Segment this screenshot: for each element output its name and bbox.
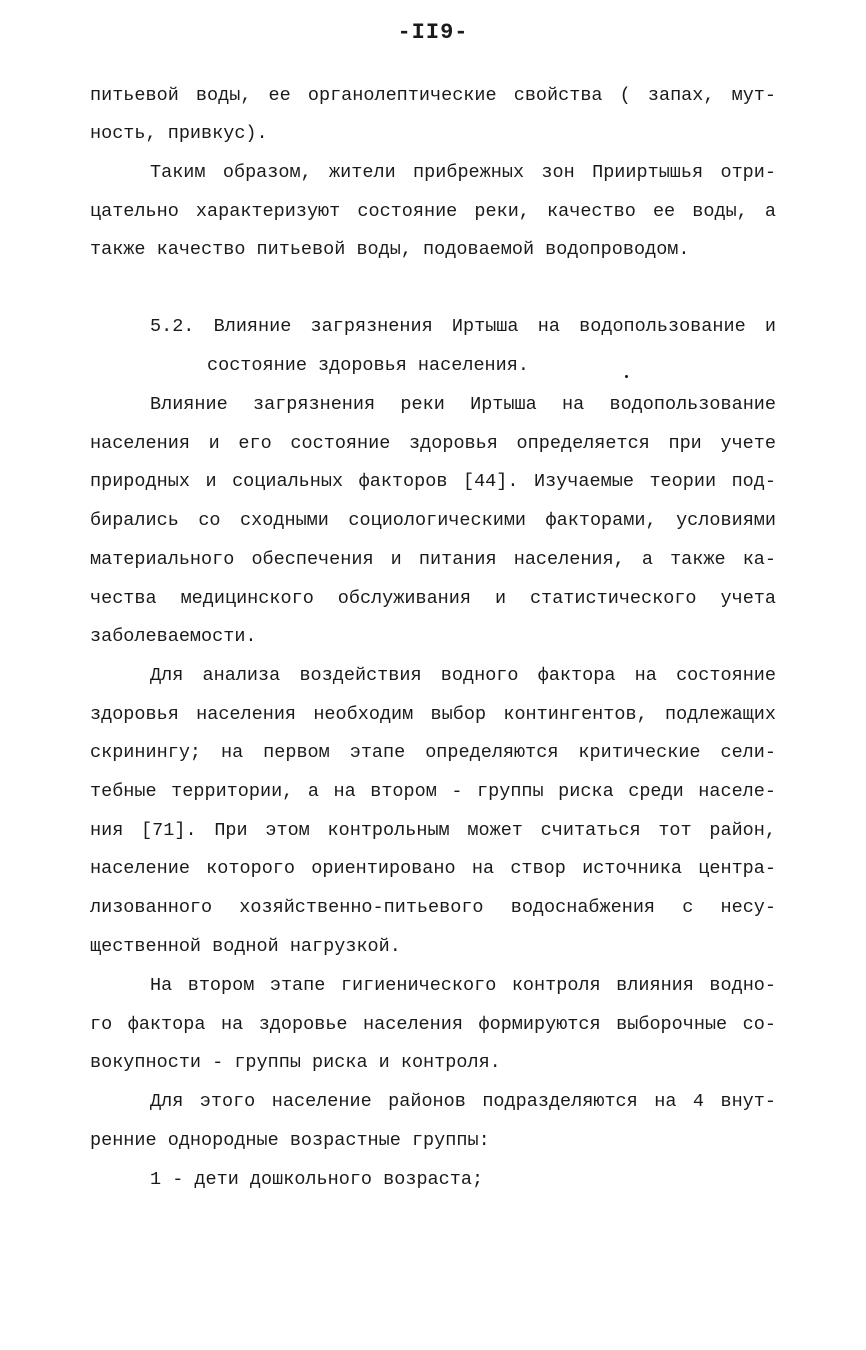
list-item: 1 - дети дошкольного возраста;	[150, 1169, 484, 1190]
text-line: щественной водной нагрузкой.	[90, 936, 401, 957]
text-line: Таким образом, жители прибрежных зон Прииртышья отри-	[150, 162, 776, 183]
text-line: материального обеспечения и питания населения, а также ка-	[90, 549, 776, 570]
text-line: население которого ориентировано на створ источника центра-	[90, 858, 776, 879]
text-line: ность, привкус).	[90, 123, 268, 144]
text-line: природных и социальных факторов [44]. Изучаемые теории под-	[90, 471, 776, 492]
text-line: скринингу; на первом этапе определяются критические сели-	[90, 742, 776, 763]
text-line: цательно характеризуют состояние реки, качество ее воды, а	[90, 201, 776, 222]
text-line: Для анализа воздействия водного фактора на состояние	[150, 665, 776, 686]
text-line: На втором этапе гигиенического контроля влияния водно-	[150, 975, 776, 996]
speck-mark	[625, 375, 628, 378]
text-line: Влияние загрязнения реки Иртыша на водопользование	[150, 394, 776, 415]
text-line: тебные территории, а на втором - группы риска среди населе-	[90, 781, 776, 802]
section-heading: 5.2. Влияние загрязнения Иртыша на водопользование и	[150, 316, 776, 337]
text-line: бирались со сходными социологическими факторами, условиями	[90, 510, 776, 531]
section-heading-cont: состояние здоровья населения.	[207, 355, 529, 376]
text-line: питьевой воды, ее органолептические свойства ( запах, мут-	[90, 85, 776, 106]
text-line: также качество питьевой воды, подоваемой водопроводом.	[90, 239, 690, 260]
text-line: лизованного хозяйственно-питьевого водоснабжения с несу-	[90, 897, 776, 918]
text-line: населения и его состояние здоровья определяется при учете	[90, 433, 776, 454]
text-line: заболеваемости.	[90, 626, 257, 647]
page-number: -II9-	[397, 20, 469, 45]
text-line: вокупности - группы риска и контроля.	[90, 1052, 501, 1073]
text-line: го фактора на здоровье населения формируются выборочные со-	[90, 1014, 776, 1035]
text-line: ния [71]. При этом контрольным может считаться тот район,	[90, 820, 776, 841]
text-line: здоровья населения необходим выбор контингентов, подлежащих	[90, 704, 776, 725]
text-line: чества медицинского обслуживания и статистического учета	[90, 588, 776, 609]
text-line: Для этого население районов подразделяются на 4 внут-	[150, 1091, 776, 1112]
text-line: ренние однородные возрастные группы:	[90, 1130, 490, 1151]
